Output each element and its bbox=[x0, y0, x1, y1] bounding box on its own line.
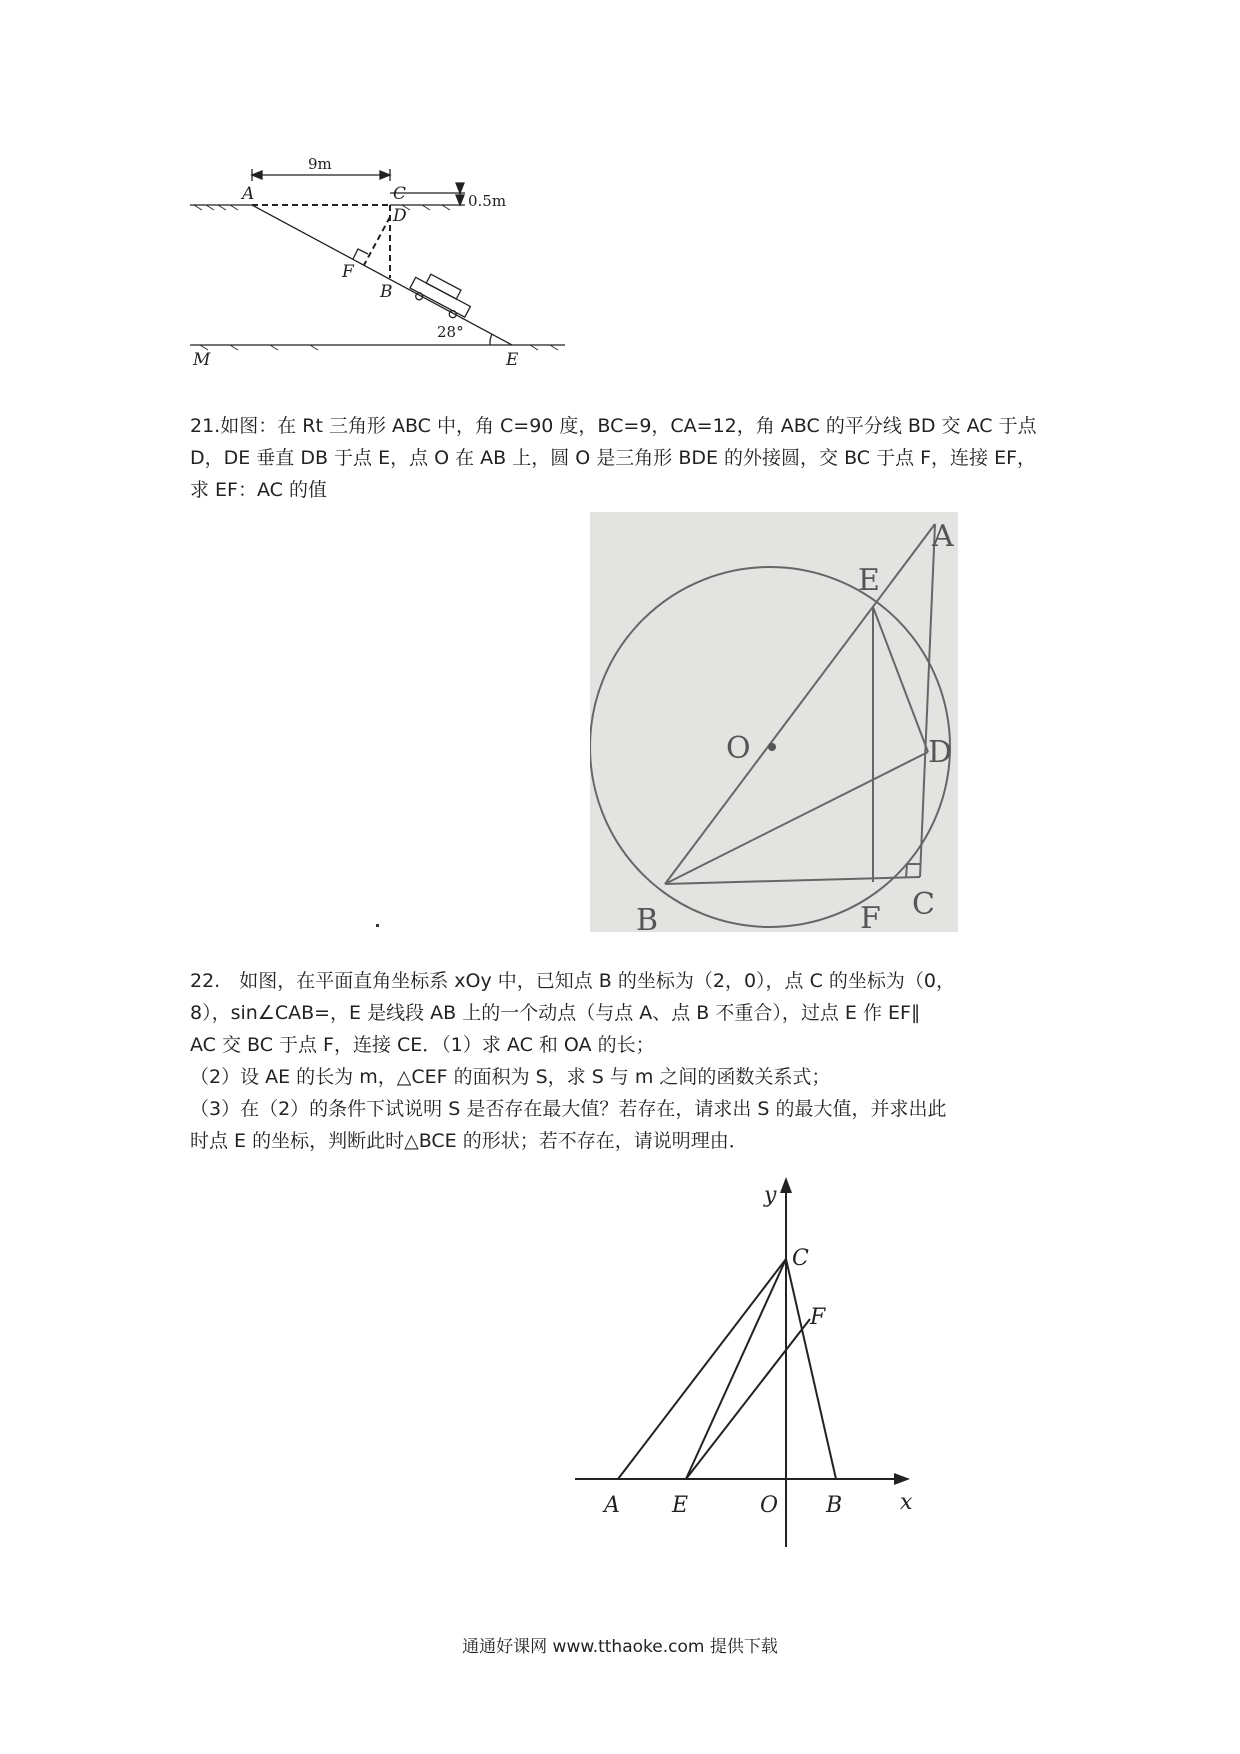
label-e: E bbox=[858, 563, 880, 598]
label-o: O bbox=[760, 1493, 779, 1518]
label-c: C bbox=[792, 1246, 809, 1271]
label-b: B bbox=[380, 282, 393, 302]
label-c: C bbox=[912, 887, 935, 922]
q22-line-4: （2）设 AE 的长为 m，△CEF 的面积为 S，求 S 与 m 之间的函数关系式； bbox=[190, 1066, 831, 1088]
label-e: E bbox=[672, 1493, 689, 1518]
q21-line-2: D，DE 垂直 DB 于点 E，点 O 在 AB 上，圆 O 是三角形 BDE 的外接圆，交 BC 于点 F，连接 EF， bbox=[190, 447, 1037, 469]
label-c: C bbox=[393, 184, 407, 204]
label-f: F bbox=[342, 262, 354, 282]
label-y: y bbox=[764, 1183, 777, 1208]
slope-figure bbox=[190, 155, 580, 375]
label-e: E bbox=[506, 350, 519, 370]
label-o: O bbox=[726, 731, 751, 766]
label-d: D bbox=[928, 735, 953, 770]
q21-line-1: 21.如图：在 Rt 三角形 ABC 中，角 C=90 度，BC=9，CA=12，角 ABC 的平分线 BD 交 AC 于点 bbox=[190, 415, 1037, 437]
q21-line-3: 求 EF：AC 的值 bbox=[190, 479, 327, 501]
label-d: D bbox=[393, 206, 407, 226]
label-b: B bbox=[636, 903, 659, 932]
question-22 bbox=[190, 965, 1060, 1157]
label-angle: 28° bbox=[437, 323, 464, 341]
label-height: 0.5m bbox=[468, 192, 507, 210]
stray-dot bbox=[376, 924, 379, 927]
circle-figure-photo bbox=[590, 512, 958, 932]
q22-line-6: 时点 E 的坐标，判断此时△BCE 的形状；若不存在，请说明理由． bbox=[190, 1130, 748, 1152]
label-width: 9m bbox=[308, 155, 332, 173]
label-x: x bbox=[900, 1490, 913, 1515]
q22-line-5: （3）在（2）的条件下试说明 S 是否存在最大值？若存在，请求出 S 的最大值，并求出此 bbox=[190, 1098, 947, 1120]
q22-line-3: AC 交 BC 于点 F，连接 CE．（1）求 AC 和 OA 的长； bbox=[190, 1034, 655, 1056]
q22-line-1: 22. 如图，在平面直角坐标系 xOy 中，已知点 B 的坐标为（2，0），点 C 的坐标为（0， bbox=[190, 970, 955, 992]
label-m: M bbox=[193, 350, 211, 370]
page-footer: 通通好课网 www.tthaoke.com 提供下载 bbox=[462, 1637, 778, 1657]
label-a: A bbox=[604, 1493, 620, 1518]
label-b: B bbox=[826, 1493, 843, 1518]
label-f: F bbox=[810, 1305, 826, 1330]
q22-line-2: 8），sin∠CAB=，E 是线段 AB 上的一个动点（与点 A、点 B 不重合），过点 E 作 EF∥ bbox=[190, 1002, 921, 1024]
label-f: F bbox=[860, 901, 881, 932]
label-a: A bbox=[932, 519, 954, 554]
coordinate-figure bbox=[570, 1172, 950, 1552]
label-a: A bbox=[242, 184, 255, 204]
question-21 bbox=[190, 410, 1060, 506]
